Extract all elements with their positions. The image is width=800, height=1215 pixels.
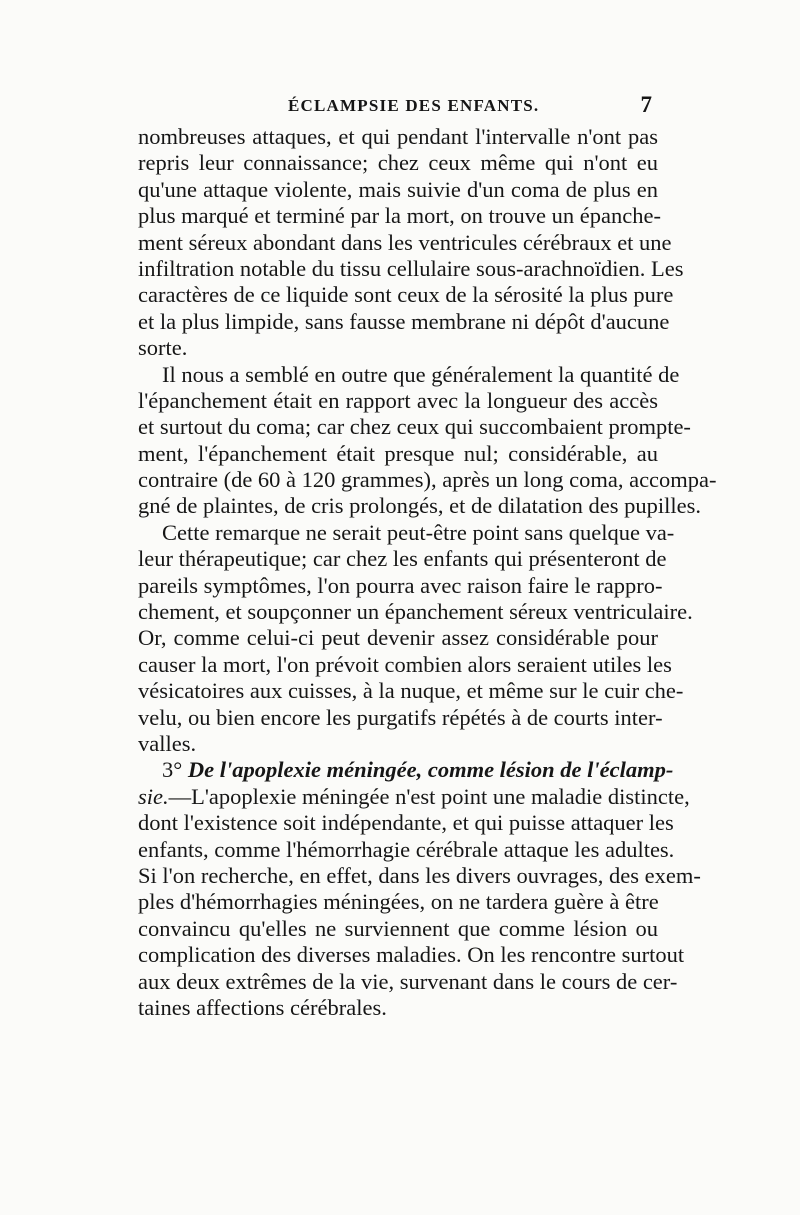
- text-line: caractères de ce liquide sont ceux de la sérosité la plus pure: [138, 282, 674, 308]
- section-heading: De l'apoplexie méningée, comme lésion de l'éclamp-: [187, 757, 674, 783]
- text-line: et la plus limpide, sans fausse membrane ni dépôt d'aucune: [138, 308, 670, 334]
- text-line: repris leur connaissance; chez ceux même qui n'ont eu: [138, 150, 658, 176]
- section-heading-continuation: sie.: [138, 783, 169, 809]
- text-line: qu'une attaque violente, mais suivie d'un coma de plus en: [138, 176, 658, 202]
- text-line: infiltration notable du tissu cellulaire sous-arachnoïdien. Les: [138, 255, 684, 281]
- page-number: 7: [640, 92, 652, 117]
- paragraph: [138, 361, 717, 520]
- text-line: ment, l'épanchement était presque nul; considérable, au: [138, 440, 658, 466]
- paragraph: [138, 519, 693, 758]
- section-number: 3°: [162, 757, 188, 783]
- section-heading-line: [138, 757, 674, 783]
- text-run: —L'apoplexie méningée n'est point une maladie distincte,: [168, 783, 690, 809]
- text-line: contraire (de 60 à 120 grammes), après un long coma, accompa-: [138, 467, 717, 493]
- text-line: enfants, comme l'hémorrhagie cérébrale attaque les adultes.: [138, 836, 675, 862]
- text-line: valles.: [138, 730, 197, 756]
- text-line: gné de plaintes, de cris prolongés, et de dilatation des pupilles.: [138, 493, 701, 519]
- text-line: Cette remarque ne serait peut-être point sans quelque va-: [162, 519, 675, 545]
- text-line: l'épanchement était en rapport avec la longueur des accès: [138, 387, 658, 413]
- text-line: chement, et soupçonner un épanchement séreux ventriculaire.: [138, 599, 693, 625]
- text-line: Si l'on recherche, en effet, dans les divers ouvrages, des exem-: [138, 862, 701, 888]
- text-line: ples d'hémorrhagies méningées, on ne tardera guère à être: [138, 889, 659, 915]
- text-line: ment séreux abondant dans les ventricules cérébraux et une: [138, 229, 672, 255]
- text-line: nombreuses attaques, et qui pendant l'intervalle n'ont pas: [138, 124, 658, 149]
- text-line: et surtout du coma; car chez ceux qui succombaient prompte-: [138, 414, 691, 440]
- text-line: plus marqué et terminé par la mort, on trouve un épanche-: [138, 203, 661, 229]
- text-line: convaincu qu'elles ne surviennent que comme lésion ou: [138, 915, 658, 941]
- text-line: vésicatoires aux cuisses, à la nuque, et même sur le cuir che-: [138, 678, 684, 704]
- text-line: dont l'existence soit indépendante, et qui puisse attaquer les: [138, 810, 674, 836]
- text-line: complication des diverses maladies. On les rencontre surtout: [138, 942, 685, 968]
- text-line: leur thérapeutique; car chez les enfants qui présenteront de: [138, 546, 667, 572]
- running-head: [138, 94, 658, 120]
- text-line: pareils symptômes, l'on pourra avec raison faire le rappro-: [138, 572, 663, 598]
- text-line: Or, comme celui-ci peut devenir assez considérable pour: [138, 625, 658, 651]
- text-line: [138, 783, 690, 810]
- paragraph: [138, 757, 701, 1021]
- text-line: aux deux extrêmes de la vie, survenant dans le cours de cer-: [138, 968, 678, 994]
- text-line: velu, ou bien encore les purgatifs répétés à de courts inter-: [138, 704, 663, 730]
- body-text: [138, 124, 717, 1021]
- text-line: Il nous a semblé en outre que généralement la quantité de: [162, 361, 680, 387]
- text-line: causer la mort, l'on prévoit combien alors seraient utiles les: [138, 651, 672, 677]
- running-title: ÉCLAMPSIE DES ENFANTS.: [288, 96, 540, 115]
- paragraph: [138, 124, 684, 362]
- text-line: taines affections cérébrales.: [138, 994, 387, 1020]
- text-line: sorte.: [138, 335, 188, 361]
